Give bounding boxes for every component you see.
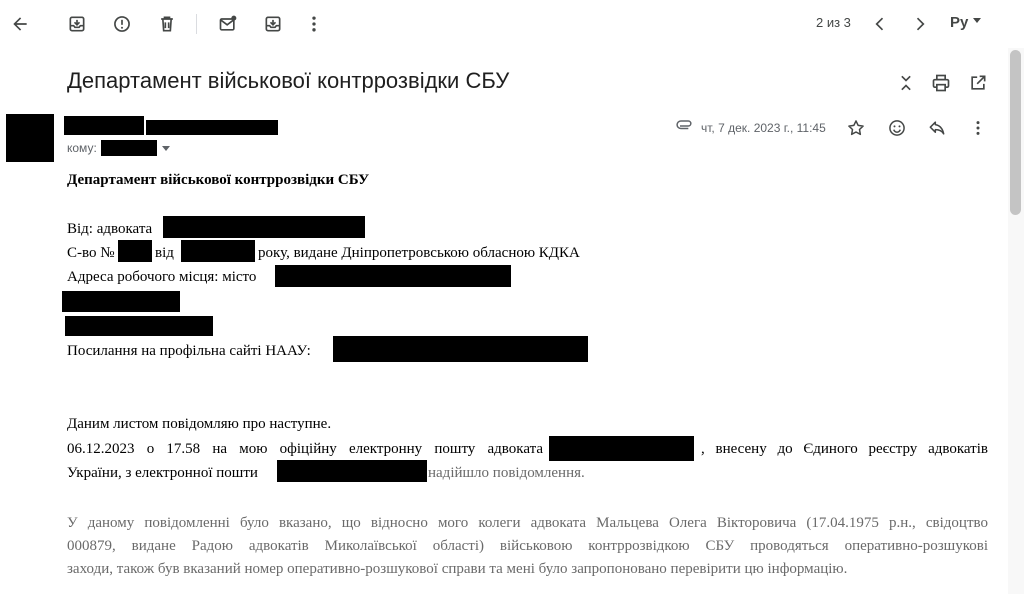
paragraph-2 xyxy=(67,512,988,581)
intro-line: Даним листом повідомляю про наступне. xyxy=(67,416,332,432)
from-label: Від: адвоката xyxy=(67,221,153,237)
address-label: Адреса робочого місця: місто xyxy=(67,269,257,285)
pager-count: 2 из 3 xyxy=(816,15,851,30)
cert-suffix: року, видане Дніпропетровською обласною КДКА xyxy=(258,245,580,261)
redacted-block xyxy=(549,436,694,461)
chevron-left-icon[interactable] xyxy=(868,12,892,36)
scrollbar-thumb[interactable] xyxy=(1010,50,1021,215)
reply-icon[interactable] xyxy=(925,116,949,140)
p2-line-3: заходи, також був вказаний номер оперативно-розшукової справи та мені було запропоновано перевірити цю інформацію. xyxy=(67,561,848,577)
mark-unread-icon[interactable] xyxy=(216,12,240,36)
expand-all-icon[interactable] xyxy=(895,72,917,94)
redacted-block xyxy=(275,265,511,287)
sender-email-redacted xyxy=(146,120,278,135)
open-in-new-window-icon[interactable] xyxy=(967,72,989,94)
attachment-icon xyxy=(673,114,697,138)
more-vert-icon[interactable] xyxy=(302,12,326,36)
sender-avatar[interactable] xyxy=(6,114,54,162)
trash-icon[interactable] xyxy=(155,12,179,36)
letter-heading: Департамент військової контррозвідки СБУ xyxy=(67,172,370,188)
redacted-block xyxy=(181,240,255,262)
cert-from: від xyxy=(155,245,174,261)
cert-prefix: С-во № xyxy=(67,245,115,261)
input-language-selector[interactable]: Ру xyxy=(950,14,969,31)
recipient-details-chevron-icon[interactable] xyxy=(162,146,170,151)
star-icon[interactable] xyxy=(844,116,868,140)
redacted-block xyxy=(118,240,152,262)
redacted-block xyxy=(163,216,365,238)
redacted-block xyxy=(62,291,180,312)
sender-name-redacted[interactable] xyxy=(64,116,144,135)
redacted-block xyxy=(333,336,588,362)
toolbar xyxy=(0,0,1024,48)
redacted-block xyxy=(277,460,427,482)
recipient-redacted xyxy=(101,140,157,156)
arrow-back-icon[interactable] xyxy=(8,12,32,36)
certificate-line xyxy=(67,242,115,265)
chevron-down-icon[interactable] xyxy=(973,18,981,23)
toolbar-divider xyxy=(196,14,197,34)
p1-part-d: надійшло повідомлення. xyxy=(428,465,585,481)
email-date: чт, 7 дек. 2023 г., 11:45 xyxy=(701,121,826,135)
more-vert-icon[interactable] xyxy=(966,116,990,140)
from-line xyxy=(67,218,152,241)
p1-part-b: , внесену до Єдиного реєстру адвокатів xyxy=(701,441,988,457)
report-spam-icon[interactable] xyxy=(110,12,134,36)
archive-icon[interactable] xyxy=(65,12,89,36)
print-icon[interactable] xyxy=(930,72,952,94)
email-subject: Департамент військової контррозвідки СБУ xyxy=(67,68,510,93)
p2-line-2: 000879, видане Радою адвокатів Миколаївської області) військовою контррозвідкою СБУ проводяться оперативно-розшукові xyxy=(67,538,988,554)
move-to-icon[interactable] xyxy=(261,12,285,36)
p1-part-a: 06.12.2023 о 17.58 на мою офіційну електронну пошту адвоката xyxy=(67,441,543,457)
emoji-reaction-icon[interactable] xyxy=(885,116,909,140)
chevron-right-icon[interactable] xyxy=(908,12,932,36)
redacted-block xyxy=(65,316,213,336)
profile-label: Посилання на профільна сайті НААУ: xyxy=(67,343,311,359)
p1-part-c: України, з електронної пошти xyxy=(67,465,258,481)
p2-line-1: У даному повідомленні було вказано, що відносно мого колеги адвоката Мальцева Олега Вікторовича (17.04.1975 р.н., свідоцтво xyxy=(67,515,988,531)
recipient-label: кому: xyxy=(67,141,97,155)
